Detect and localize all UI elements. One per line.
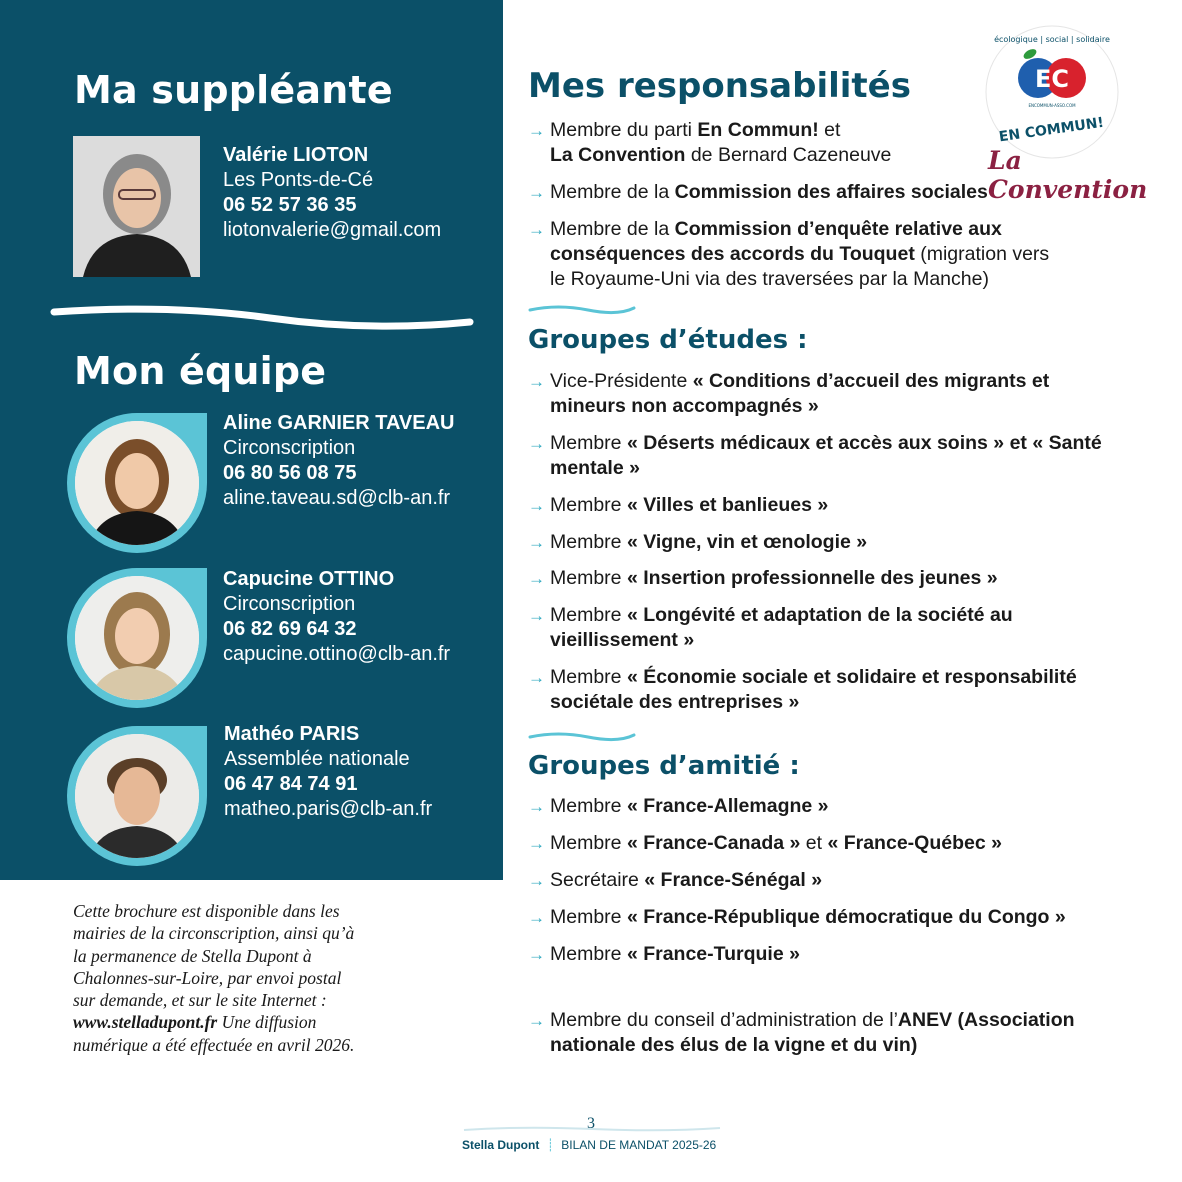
arrow-right-icon: →	[528, 606, 545, 625]
team-member-phone[interactable]: 06 47 84 74 91	[224, 773, 358, 795]
arrow-right-icon: →	[528, 1011, 545, 1030]
small-wave-divider	[528, 302, 638, 316]
team-member-name: Mathéo PARIS	[224, 723, 360, 745]
team-member-phone[interactable]: 06 80 56 08 75	[223, 462, 357, 484]
arrow-right-icon: →	[528, 121, 545, 140]
la-convention-logo: La Convention	[988, 146, 1148, 204]
team-photo-3	[67, 726, 207, 866]
team-member-role: Circonscription	[223, 437, 356, 459]
responsabilites-title: Mes responsabilités	[528, 66, 911, 106]
resp-item-3: → Membre de la Commission d’enquête relative aux conséquences des accords du Touquet (migration vers le Royaume-Uni via des traversées par la Manche)	[528, 218, 1050, 290]
note-text: Cette brochure est disponible dans les mairies de la circonscription, ainsi qu’à la permanence de Stella Dupont à Chalonnes-sur-Loire, par envoi postal sur demande, et sur le site Internet :	[73, 901, 355, 1011]
team-member-role: Circonscription	[223, 593, 356, 615]
wave-divider	[50, 300, 480, 340]
arrow-right-icon: →	[528, 183, 545, 202]
team-member-name: Aline GARNIER TAVEAU	[223, 412, 455, 434]
en-commun-logo	[982, 22, 1122, 162]
team-member-email[interactable]: matheo.paris@clb-an.fr	[224, 798, 433, 820]
team-member-1	[223, 411, 455, 511]
etudes-item-4: → Membre « Vigne, vin et œnologie »	[528, 531, 868, 553]
resp-item-2: → Membre de la Commission des affaires sociales	[528, 181, 988, 203]
svg-text:écologique | social | solidair: écologique | social | solidaire	[994, 35, 1110, 44]
team-member-3	[224, 722, 432, 822]
left-panel	[0, 0, 503, 880]
arrow-right-icon: →	[528, 945, 545, 964]
etudes-title: Groupes d’études :	[528, 325, 808, 355]
distribution-note	[73, 900, 363, 1056]
person-silhouette-icon	[73, 136, 200, 277]
suppleante-phone[interactable]: 06 52 57 36 35	[223, 194, 357, 216]
ec-letters: EC	[1034, 65, 1070, 93]
team-member-email[interactable]: capucine.ottino@clb-an.fr	[223, 643, 451, 665]
arrow-right-icon: →	[528, 496, 545, 515]
etudes-item-6: → Membre « Longévité et adaptation de la société au vieillissement »	[528, 604, 1013, 651]
team-photo-2	[67, 568, 207, 708]
page-number: 3	[587, 1115, 595, 1132]
team-member-phone[interactable]: 06 82 69 64 32	[223, 618, 357, 640]
ec-name: EN COMMUN!	[998, 114, 1105, 146]
amitie-title: Groupes d’amitié :	[528, 751, 800, 781]
arrow-right-icon: →	[528, 668, 545, 687]
team-member-2	[223, 567, 450, 667]
etudes-item-7: → Membre « Économie sociale et solidaire et responsabilité sociétale des entreprises »	[528, 666, 1077, 713]
suppleante-name: Valérie LIOTON	[223, 144, 369, 166]
arrow-right-icon: →	[528, 533, 545, 552]
arrow-right-icon: →	[528, 434, 545, 453]
suppleante-info	[223, 143, 441, 243]
suppleante-title: Ma suppléante	[74, 68, 393, 112]
amitie-item-3: → Secrétaire « France-Sénégal »	[528, 869, 823, 891]
etudes-item-1: → Vice-Présidente « Conditions d’accueil des migrants et mineurs non accompagnés »	[528, 370, 1050, 417]
note-website-link[interactable]: www.stelladupont.fr	[73, 1012, 218, 1033]
amitie-item-5: → Membre « France-Turquie »	[528, 943, 800, 965]
team-member-role: Assemblée nationale	[224, 748, 410, 770]
resp-item-1: → Membre du parti En Commun! et La Convention de Bernard Cazeneuve	[528, 119, 892, 166]
etudes-item-5: → Membre « Insertion professionnelle des jeunes »	[528, 567, 998, 589]
suppleante-photo	[73, 136, 200, 277]
note-text-2: Une diffusion numérique a été effectuée en avril 2026.	[73, 1012, 355, 1055]
small-wave-divider	[528, 729, 638, 743]
team-photo-1	[67, 413, 207, 553]
person-silhouette-icon	[75, 734, 199, 858]
suppleante-city: Les Ponts-de-Cé	[223, 169, 374, 191]
arrow-right-icon: →	[528, 797, 545, 816]
amitie-item-1: → Membre « France-Allemagne »	[528, 795, 829, 817]
person-silhouette-icon	[75, 576, 199, 700]
arrow-right-icon: →	[528, 834, 545, 853]
arrow-right-icon: →	[528, 908, 545, 927]
amitie-item-2: → Membre « France-Canada » et « France-Québec »	[528, 832, 1002, 854]
etudes-item-3: → Membre « Villes et banlieues »	[528, 494, 829, 516]
amitie-item-4: → Membre « France-République démocratique du Congo »	[528, 906, 1066, 928]
anev-item: → Membre du conseil d’administration de l’ANEV (Association nationale des élus de la vigne et du vin)	[528, 1009, 1075, 1056]
arrow-right-icon: →	[528, 569, 545, 588]
arrow-right-icon: →	[528, 871, 545, 890]
svg-text:ENCOMMUN-ASSO.COM: ENCOMMUN-ASSO.COM	[1028, 103, 1076, 108]
person-silhouette-icon	[75, 421, 199, 545]
equipe-title: Mon équipe	[74, 349, 327, 393]
team-member-email[interactable]: aline.taveau.sd@clb-an.fr	[223, 487, 451, 509]
arrow-right-icon: →	[528, 372, 545, 391]
arrow-right-icon: →	[528, 220, 545, 239]
team-member-name: Capucine OTTINO	[223, 568, 395, 590]
etudes-item-2: → Membre « Déserts médicaux et accès aux soins » et « Santé mentale »	[528, 432, 1102, 479]
footer-credit: Stella Dupont ┊ BILAN DE MANDAT 2025-26	[462, 1138, 717, 1152]
suppleante-email[interactable]: liotonvalerie@gmail.com	[223, 219, 442, 241]
